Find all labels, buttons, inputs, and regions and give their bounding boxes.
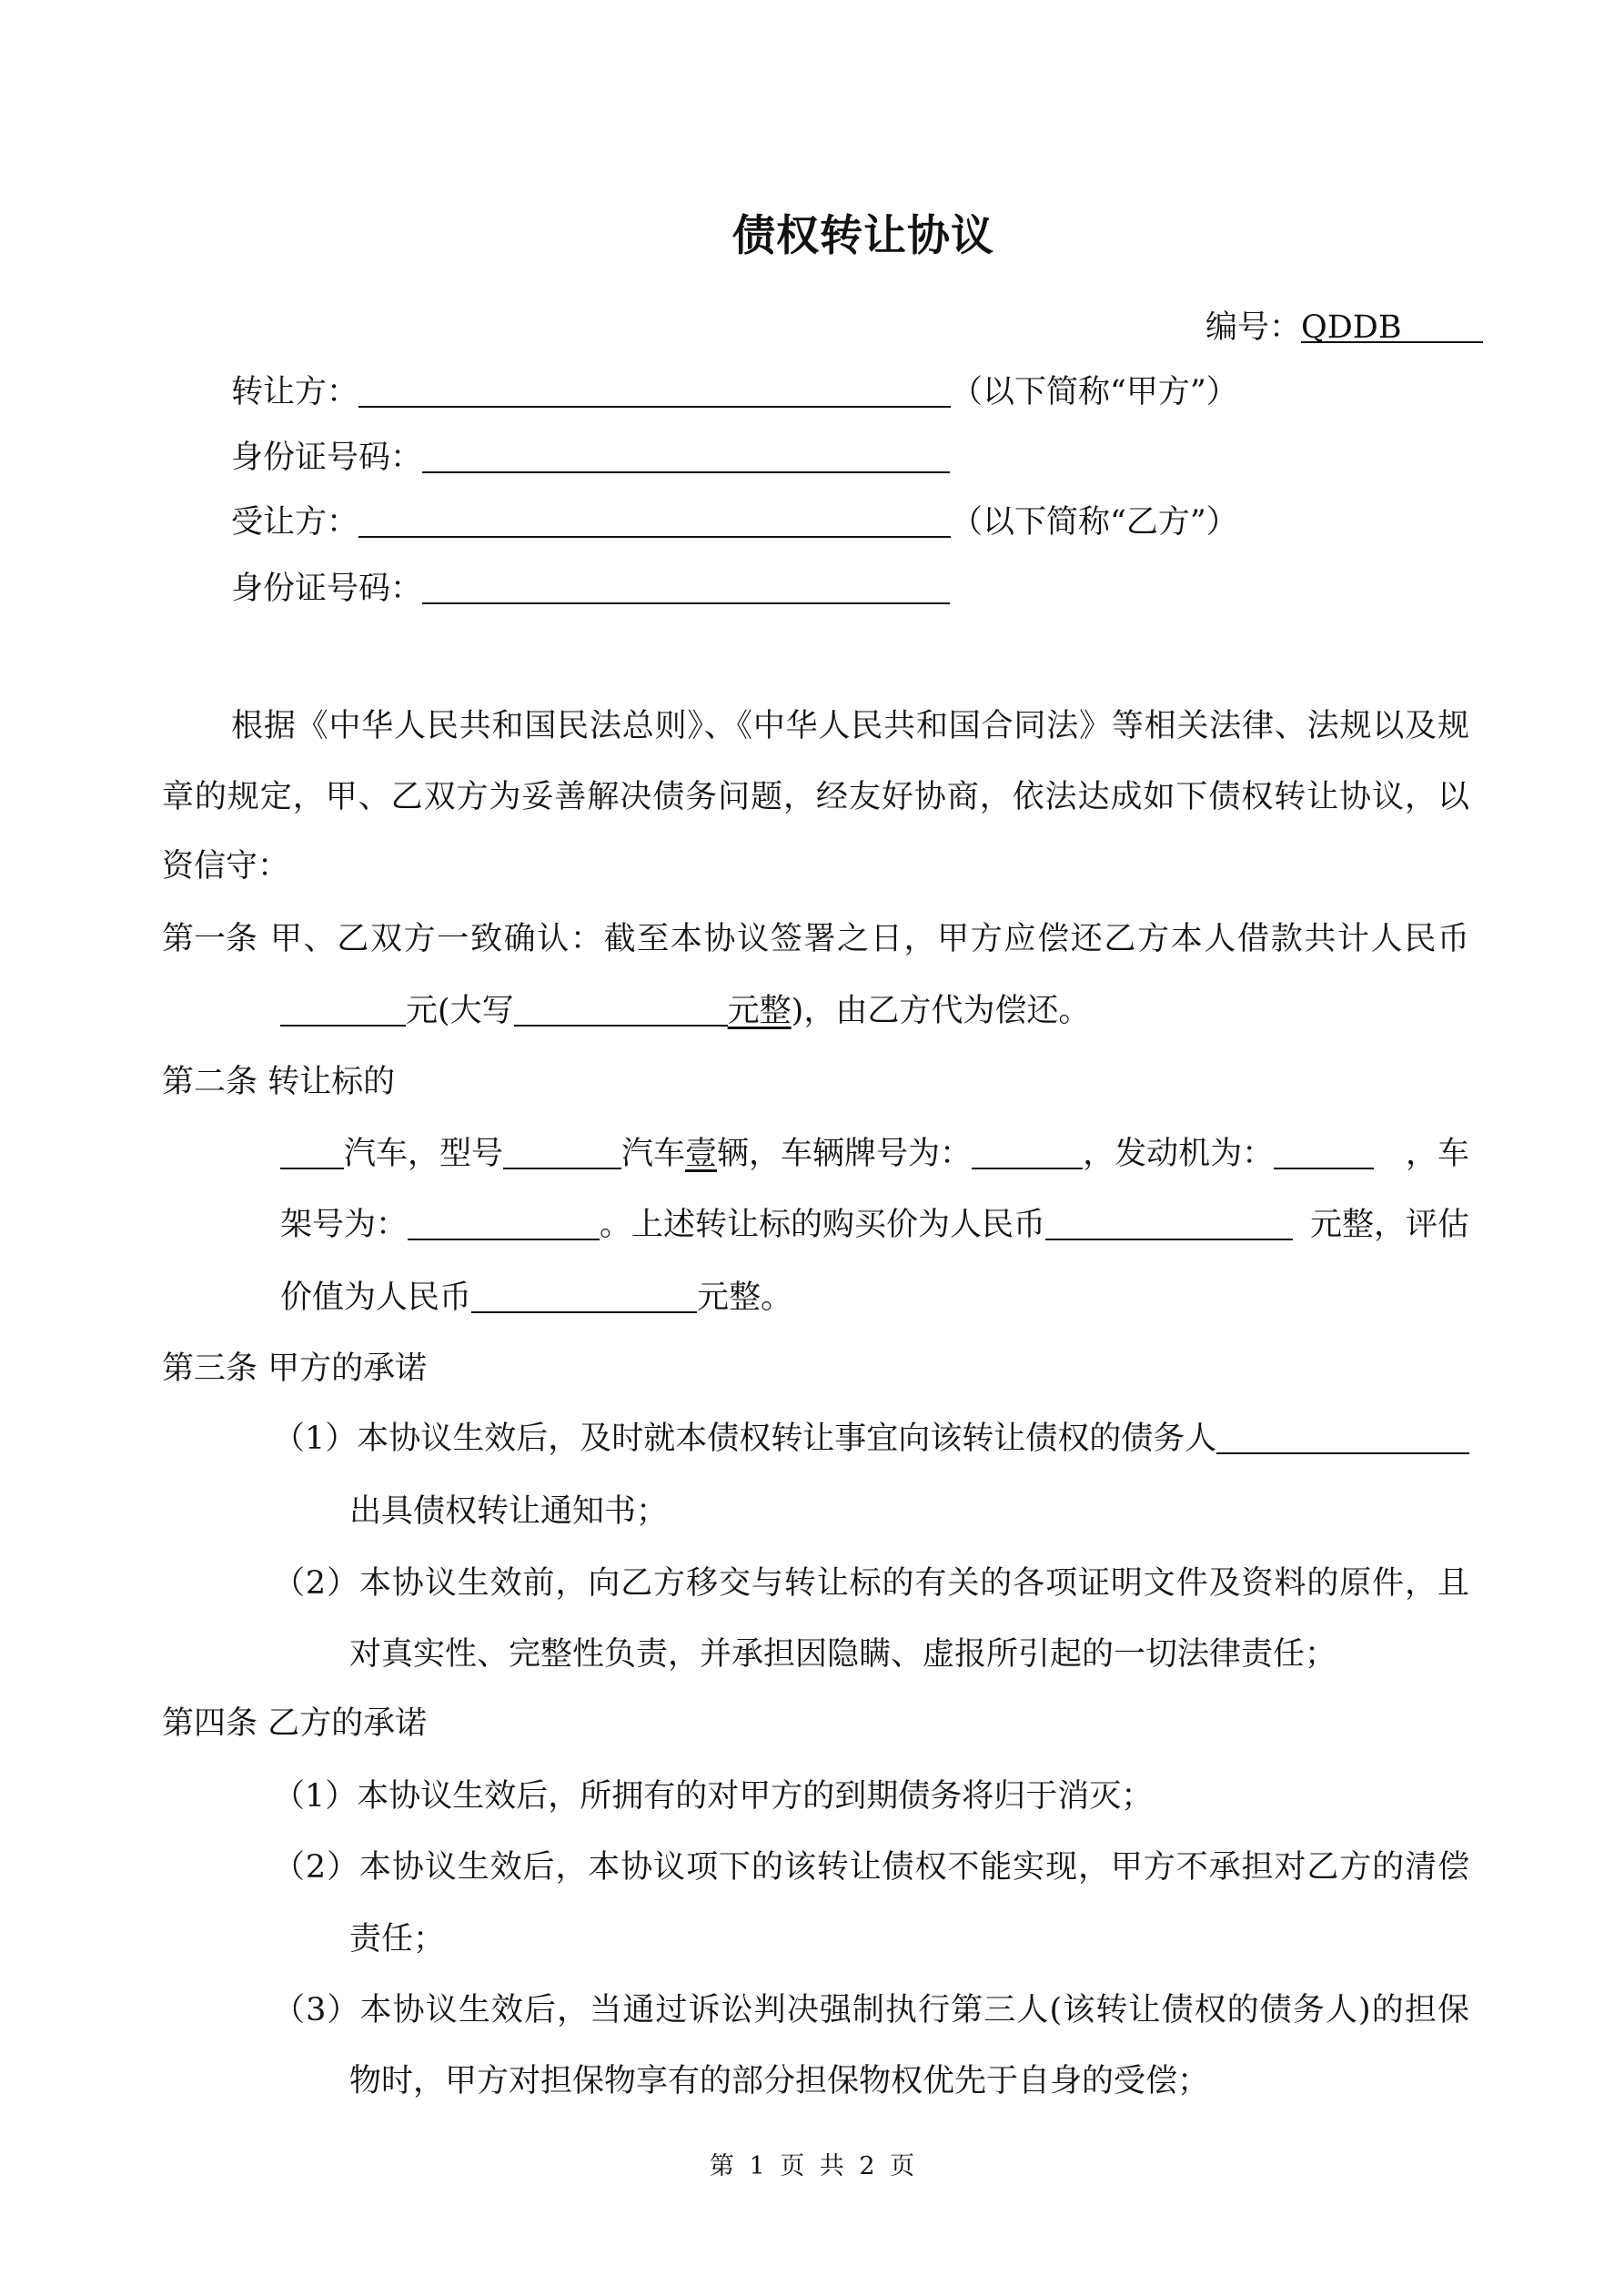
article-4-item-3-cont: 物时，甲方对担保物享有的部分担保物权优先于自身的受偿； — [349, 2063, 1210, 2099]
article-4-item-2-cont: 责任； — [349, 1921, 446, 1957]
preamble-line: 资信守： — [162, 848, 290, 885]
plate-field[interactable] — [972, 1131, 1083, 1169]
article-2-line-3 — [280, 1275, 792, 1320]
amount-tail: )，由乙方代为偿还。 — [791, 993, 1091, 1029]
amount-field[interactable] — [280, 988, 406, 1027]
article-3-item-1 — [273, 1416, 1469, 1462]
id-line-2 — [231, 566, 950, 612]
text: 。上述转让标的购买价为人民币 — [600, 1207, 1046, 1243]
article-3-item-2-cont: 对真实性、完整性负责，并承担因隐瞒、虚报所引起的一切法律责任； — [349, 1636, 1337, 1673]
text: 汽车 — [621, 1136, 686, 1172]
transferee-label: 受让方： — [231, 504, 359, 541]
article-3-item-2: （2）本协议生效前，向乙方移交与转让标的有关的各项证明文件及资料的原件，且 — [273, 1565, 1469, 1602]
preamble-line: 根据《中华人民共和国民法总则》、《中华人民共和国合同法》等相关法律、法规以及规 — [231, 708, 1469, 744]
text: 辆，车辆牌号为： — [717, 1136, 973, 1172]
article-4-item-1: （1）本协议生效后，所拥有的对甲方的到期债务将归于消灭； — [273, 1778, 1154, 1815]
text: 架号为： — [280, 1207, 409, 1243]
article-2-line-2 — [280, 1202, 1469, 1248]
debtor-field[interactable] — [1216, 1416, 1469, 1454]
valuation-field[interactable] — [471, 1275, 697, 1313]
article-1-heading: 第一条 — [162, 921, 258, 957]
number-field[interactable] — [1301, 305, 1483, 346]
text: ，车 — [1405, 1136, 1469, 1172]
id-label-1: 身份证号码： — [231, 440, 423, 476]
article-2-line-1 — [280, 1131, 1469, 1177]
article-3-number: 第三条 — [162, 1350, 258, 1387]
transferor-line — [231, 369, 1238, 415]
document-number — [1205, 305, 1483, 350]
engine-field[interactable] — [1274, 1131, 1374, 1169]
article-1-text: 甲、乙双方一致确认：截至本协议签署之日，甲方应偿还乙方本人借款共计人民币 — [270, 921, 1469, 957]
id-label-2: 身份证号码： — [231, 571, 423, 607]
text: （1）本协议生效后，及时就本债权转让事宜向该转让债权的债务人 — [273, 1421, 1217, 1457]
article-2-heading — [162, 1059, 395, 1105]
document-title: 债权转让协议 — [732, 211, 994, 261]
id-field-1[interactable] — [422, 435, 950, 473]
brand-field[interactable] — [280, 1131, 344, 1169]
text: 元整，评估 — [1309, 1207, 1469, 1243]
text: 汽车，型号 — [344, 1136, 504, 1172]
number-value: QDDB — [1301, 309, 1402, 346]
text: ，发动机为： — [1083, 1136, 1275, 1172]
text: 壹 — [685, 1136, 718, 1172]
article-2-number: 第二条 — [162, 1064, 258, 1100]
amount-unit: 元整 — [727, 993, 792, 1029]
article-3-heading — [162, 1346, 427, 1391]
frame-field[interactable] — [408, 1202, 600, 1240]
transferee-note: （以下简称“乙方”） — [951, 504, 1238, 541]
number-label: 编号： — [1205, 309, 1302, 346]
article-1-line — [162, 916, 1469, 962]
transferee-field[interactable] — [358, 500, 951, 538]
article-4-heading — [162, 1701, 427, 1746]
transferor-note: （以下简称“甲方”） — [951, 374, 1238, 410]
model-field[interactable] — [503, 1131, 621, 1169]
amount-text: 元(大写 — [406, 993, 514, 1029]
transferor-field[interactable] — [358, 369, 951, 408]
article-4-item-3: （3）本协议生效后，当通过诉讼判决强制执行第三人(该转让债权的债务人)的担保 — [273, 1992, 1469, 2028]
price-field[interactable] — [1045, 1202, 1293, 1240]
article-3-title: 甲方的承诺 — [267, 1350, 428, 1387]
article-4-item-2: （2）本协议生效后，本协议项下的该转让债权不能实现，甲方不承担对乙方的清偿 — [273, 1849, 1469, 1886]
article-4-title: 乙方的承诺 — [267, 1705, 428, 1742]
article-2-title: 转让标的 — [267, 1064, 396, 1100]
amount-words-field[interactable] — [514, 988, 728, 1027]
preamble-line: 章的规定，甲、乙双方为妥善解决债务问题，经友好协商，依法达成如下债权转让协议，以 — [162, 779, 1469, 815]
article-3-item-1-cont: 出具债权转让通知书； — [349, 1493, 669, 1530]
text: 元整。 — [697, 1279, 793, 1316]
article-4-number: 第四条 — [162, 1705, 258, 1742]
text: 价值为人民币 — [280, 1279, 472, 1316]
transferor-label: 转让方： — [231, 374, 359, 410]
id-line-1 — [231, 435, 950, 480]
transferee-line — [231, 500, 1238, 545]
article-1-amount-line — [280, 988, 1090, 1034]
id-field-2[interactable] — [422, 566, 950, 604]
page-footer: 第 1 页 共 2 页 — [709, 2152, 915, 2180]
